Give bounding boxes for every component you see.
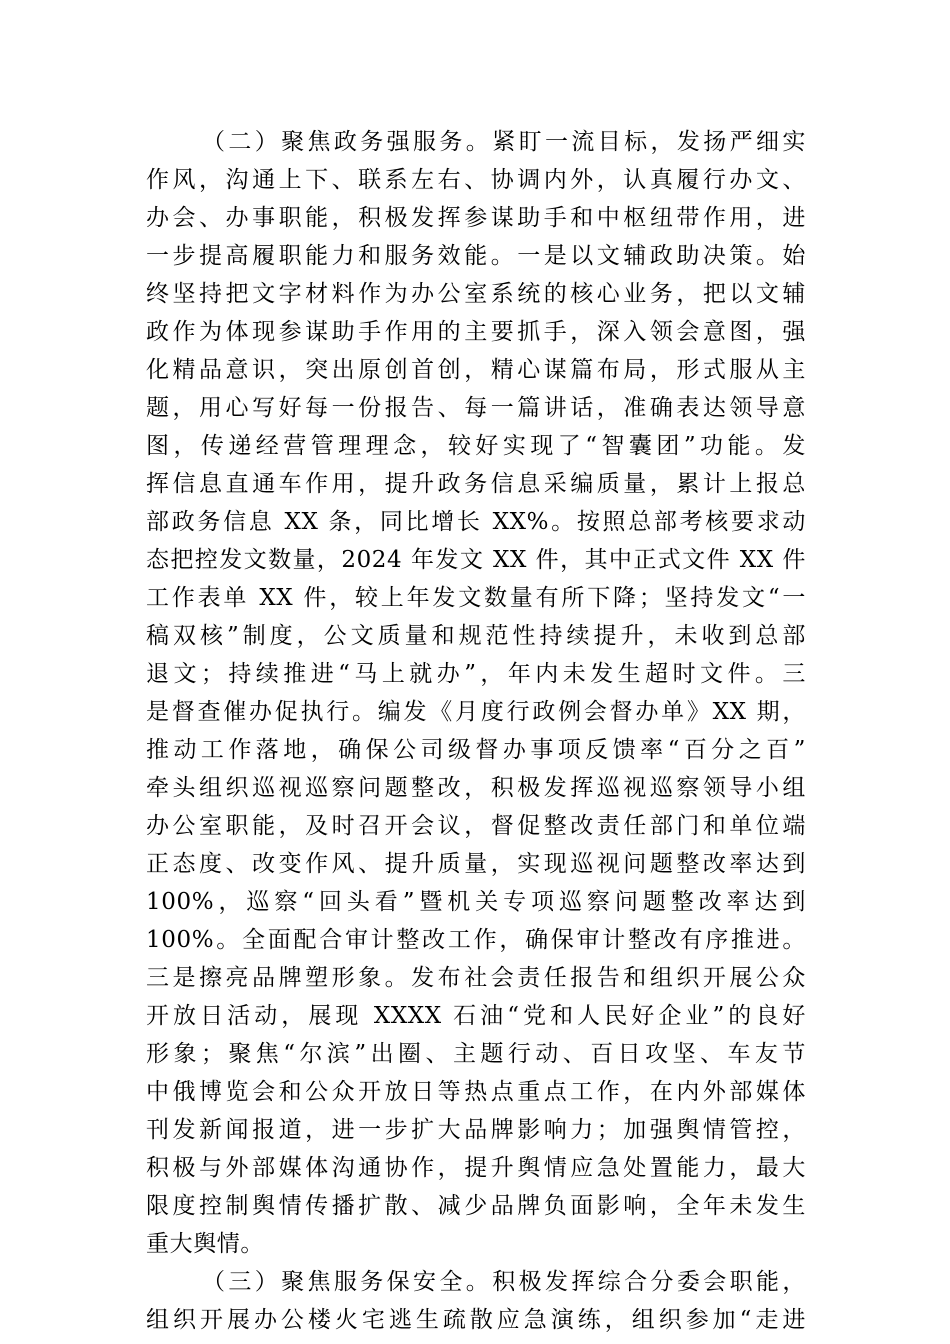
text-line: 部政务信息 XX 条，同比增长 XX%。按照总部考核要求动 <box>146 509 806 535</box>
text-line: 100%，巡察“回头看”暨机关专项巡察问题整改率达到 <box>146 889 806 915</box>
text-line: 态把控发文数量，2024 年发文 XX 件，其中正式文件 XX 件 <box>146 547 806 573</box>
text-line: 办会、办事职能，积极发挥参谋助手和中枢纽带作用，进 <box>146 205 806 231</box>
text-line: 办公室职能，及时召开会议，督促整改责任部门和单位端 <box>146 813 806 839</box>
text-line: 化精品意识，突出原创首创，精心谋篇布局，形式服从主 <box>146 357 806 383</box>
text-line: 开放日活动，展现 XXXX 石油“党和人民好企业”的良好 <box>146 1003 806 1029</box>
text-line: 重大舆情。 <box>146 1231 264 1257</box>
text-line: （二）聚焦政务强服务。紧盯一流目标，发扬严细实 <box>202 129 806 155</box>
text-line: （三）聚焦服务保安全。积极发挥综合分委会职能， <box>202 1269 806 1295</box>
text-line: 推动工作落地，确保公司级督办事项反馈率“百分之百” <box>146 737 806 763</box>
text-line: 100%。全面配合审计整改工作，确保审计整改有序推进。 <box>146 927 806 953</box>
text-line: 限度控制舆情传播扩散、减少品牌负面影响，全年未发生 <box>146 1193 806 1219</box>
text-line: 题，用心写好每一份报告、每一篇讲话，准确表达领导意 <box>146 395 806 421</box>
text-line: 退文；持续推进“马上就办”，年内未发生超时文件。三 <box>146 661 806 687</box>
text-line: 积极与外部媒体沟通协作，提升舆情应急处置能力，最大 <box>146 1155 806 1181</box>
text-line: 一步提高履职能力和服务效能。一是以文辅政助决策。始 <box>146 243 806 269</box>
text-line: 牵头组织巡视巡察问题整改，积极发挥巡视巡察领导小组 <box>146 775 806 801</box>
text-line: 政作为体现参谋助手作用的主要抓手，深入领会意图，强 <box>146 319 806 345</box>
text-line: 工作表单 XX 件，较上年发文数量有所下降；坚持发文“一 <box>146 585 806 611</box>
text-line: 刊发新闻报道，进一步扩大品牌影响力；加强舆情管控， <box>146 1117 806 1143</box>
text-line: 中俄博览会和公众开放日等热点重点工作，在内外部媒体 <box>146 1079 806 1105</box>
text-line: 图，传递经营管理理念，较好实现了“智囊团”功能。发 <box>146 433 806 459</box>
text-line: 正态度、改变作风、提升质量，实现巡视问题整改率达到 <box>146 851 806 877</box>
text-line: 三是擦亮品牌塑形象。发布社会责任报告和组织开展公众 <box>146 965 806 991</box>
text-line: 稿双核”制度，公文质量和规范性持续提升，未收到总部 <box>146 623 806 649</box>
text-line: 是督查催办促执行。编发《月度行政例会督办单》XX 期， <box>146 699 806 725</box>
text-line: 挥信息直通车作用，提升政务信息采编质量，累计上报总 <box>146 471 806 497</box>
text-line: 作风，沟通上下、联系左右、协调内外，认真履行办文、 <box>146 167 806 193</box>
text-line: 终坚持把文字材料作为办公室系统的核心业务，把以文辅 <box>146 281 806 307</box>
text-line: 组织开展办公楼火宅逃生疏散应急演练，组织参加“走进 <box>146 1307 806 1333</box>
text-line: 形象；聚焦“尔滨”出圈、主题行动、百日攻坚、车友节 <box>146 1041 806 1067</box>
